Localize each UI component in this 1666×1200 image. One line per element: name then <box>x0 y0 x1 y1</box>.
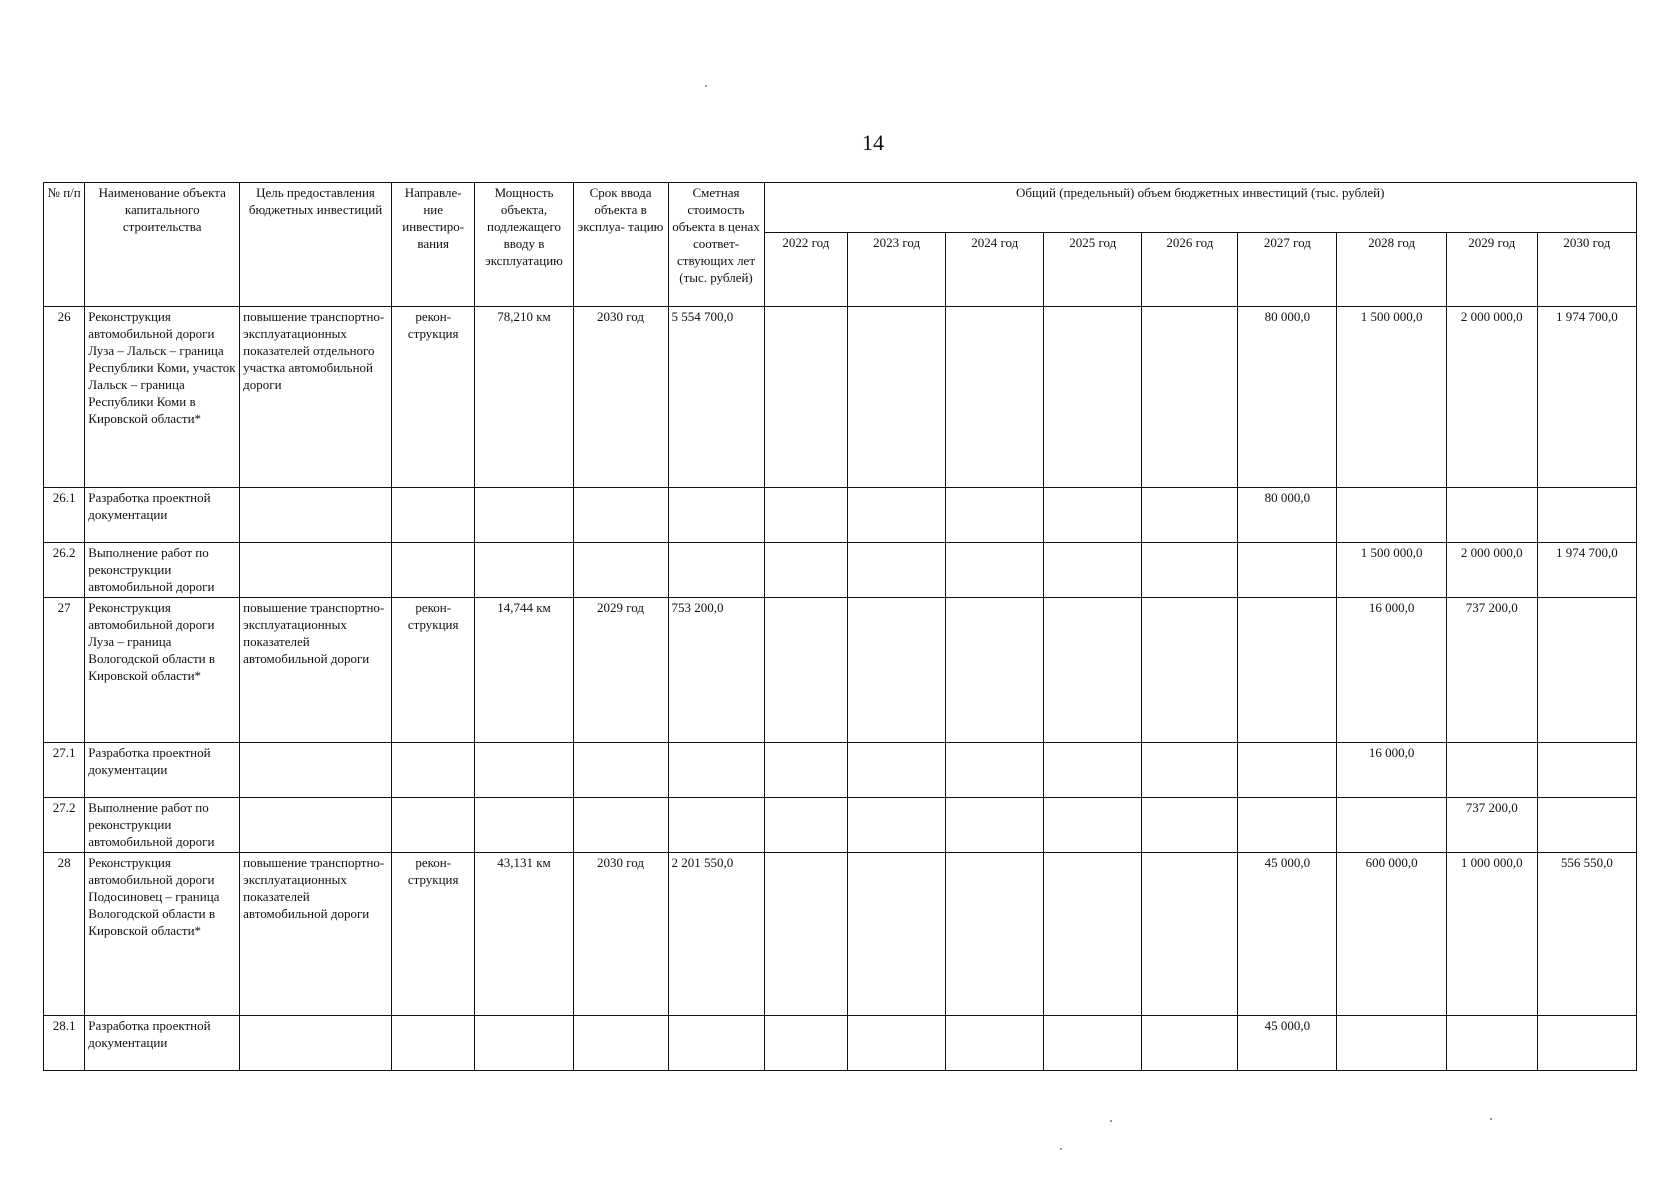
row-year-2030: 1 974 700,0 <box>1537 307 1636 488</box>
row-year-2029: 2 000 000,0 <box>1446 307 1537 488</box>
row-year-2029 <box>1446 488 1537 543</box>
row-year-2030 <box>1537 798 1636 853</box>
header-term: Срок ввода объекта в эксплуа- тацию <box>573 183 668 307</box>
row-year-2027 <box>1238 743 1337 798</box>
row-year-2030: 556 550,0 <box>1537 853 1636 1016</box>
row-direction: рекон-струкция <box>391 598 475 743</box>
row-year-2030 <box>1537 743 1636 798</box>
row-direction <box>391 798 475 853</box>
row-name: Разработка проектной документации <box>85 743 240 798</box>
row-year-2022 <box>764 488 848 543</box>
header-year: 2023 год <box>848 233 946 307</box>
row-year-2028 <box>1337 798 1446 853</box>
row-year-2024 <box>946 743 1044 798</box>
row-year-2028: 1 500 000,0 <box>1337 543 1446 598</box>
header-year: 2030 год <box>1537 233 1636 307</box>
row-year-2027: 80 000,0 <box>1238 307 1337 488</box>
row-name: Реконструкция автомобильной дороги Луза – граница Вологодской области в Кировской области* <box>85 598 240 743</box>
row-name: Выполнение работ по реконструкции автомобильной дороги <box>85 543 240 598</box>
row-capacity <box>475 1016 573 1071</box>
row-year-2028: 16 000,0 <box>1337 743 1446 798</box>
row-year-2024 <box>946 1016 1044 1071</box>
row-name: Реконструкция автомобильной дороги Луза – Лальск – граница Республики Коми, участок Лальск – граница Республики Коми в Кировской области* <box>85 307 240 488</box>
row-year-2028: 600 000,0 <box>1337 853 1446 1016</box>
row-term <box>573 543 668 598</box>
row-year-2023 <box>848 598 946 743</box>
table-row <box>44 598 1637 743</box>
table-row <box>44 1016 1637 1071</box>
row-year-2023 <box>848 743 946 798</box>
row-year-2023 <box>848 488 946 543</box>
table-row <box>44 743 1637 798</box>
row-year-2026 <box>1142 543 1238 598</box>
row-direction: рекон-струкция <box>391 853 475 1016</box>
page-number: 14 <box>862 130 884 155</box>
row-year-2022 <box>764 543 848 598</box>
row-year-2026 <box>1142 743 1238 798</box>
row-cost: 2 201 550,0 <box>668 853 764 1016</box>
row-cost <box>668 488 764 543</box>
row-term <box>573 743 668 798</box>
row-year-2025 <box>1044 853 1142 1016</box>
row-year-2026 <box>1142 1016 1238 1071</box>
row-year-2030: 1 974 700,0 <box>1537 543 1636 598</box>
header-year: 2028 год <box>1337 233 1446 307</box>
row-num: 27.2 <box>44 798 85 853</box>
row-year-2029 <box>1446 743 1537 798</box>
row-num: 27 <box>44 598 85 743</box>
row-year-2027: 45 000,0 <box>1238 1016 1337 1071</box>
row-goal <box>240 743 392 798</box>
row-year-2029: 737 200,0 <box>1446 798 1537 853</box>
row-year-2022 <box>764 743 848 798</box>
row-num: 28 <box>44 853 85 1016</box>
table-row <box>44 798 1637 853</box>
row-year-2030 <box>1537 488 1636 543</box>
row-year-2024 <box>946 488 1044 543</box>
row-year-2029: 2 000 000,0 <box>1446 543 1537 598</box>
row-goal <box>240 1016 392 1071</box>
row-goal: повышение транспортно-эксплуатационных показателей автомобильной дороги <box>240 853 392 1016</box>
header-goal: Цель предоставления бюджетных инвестиций <box>240 183 392 307</box>
row-year-2026 <box>1142 598 1238 743</box>
row-num: 27.1 <box>44 743 85 798</box>
row-year-2026 <box>1142 307 1238 488</box>
row-cost: 5 554 700,0 <box>668 307 764 488</box>
row-year-2027 <box>1238 598 1337 743</box>
header-capacity: Мощность объекта, подлежащего вводу в эксплуатацию <box>475 183 573 307</box>
row-year-2024 <box>946 543 1044 598</box>
header-year: 2025 год <box>1044 233 1142 307</box>
row-capacity <box>475 798 573 853</box>
row-year-2027: 45 000,0 <box>1238 853 1337 1016</box>
row-goal <box>240 488 392 543</box>
header-cost: Сметная стоимость объекта в ценах соответ- ствующих лет (тыс. рублей) <box>668 183 764 307</box>
row-year-2023 <box>848 543 946 598</box>
row-year-2028 <box>1337 1016 1446 1071</box>
row-year-2026 <box>1142 853 1238 1016</box>
row-direction: рекон-струкция <box>391 307 475 488</box>
row-num: 26.1 <box>44 488 85 543</box>
row-capacity <box>475 543 573 598</box>
row-year-2025 <box>1044 1016 1142 1071</box>
row-term: 2029 год <box>573 598 668 743</box>
row-year-2027: 80 000,0 <box>1238 488 1337 543</box>
row-year-2023 <box>848 798 946 853</box>
row-name: Реконструкция автомобильной дороги Подосиновец – граница Вологодской области в Кировской области* <box>85 853 240 1016</box>
row-term <box>573 798 668 853</box>
row-term <box>573 1016 668 1071</box>
row-direction <box>391 1016 475 1071</box>
row-year-2022 <box>764 1016 848 1071</box>
header-year: 2024 год <box>946 233 1044 307</box>
scan-speck <box>1110 1120 1112 1122</box>
row-year-2028: 1 500 000,0 <box>1337 307 1446 488</box>
row-year-2027 <box>1238 543 1337 598</box>
row-capacity <box>475 743 573 798</box>
row-term: 2030 год <box>573 853 668 1016</box>
row-year-2023 <box>848 853 946 1016</box>
row-cost <box>668 798 764 853</box>
row-capacity <box>475 488 573 543</box>
table-row <box>44 853 1637 1016</box>
row-year-2028 <box>1337 488 1446 543</box>
row-name: Разработка проектной документации <box>85 1016 240 1071</box>
row-year-2024 <box>946 798 1044 853</box>
row-year-2025 <box>1044 543 1142 598</box>
row-year-2025 <box>1044 307 1142 488</box>
row-capacity: 43,131 км <box>475 853 573 1016</box>
header-num: № п/п <box>44 183 85 307</box>
row-num: 26 <box>44 307 85 488</box>
scan-speck <box>705 85 707 87</box>
row-cost: 753 200,0 <box>668 598 764 743</box>
row-year-2030 <box>1537 1016 1636 1071</box>
row-name: Разработка проектной документации <box>85 488 240 543</box>
row-year-2029 <box>1446 1016 1537 1071</box>
budget-investment-table <box>43 182 1637 1071</box>
row-num: 26.2 <box>44 543 85 598</box>
row-year-2027 <box>1238 798 1337 853</box>
row-year-2024 <box>946 853 1044 1016</box>
header-year: 2027 год <box>1238 233 1337 307</box>
row-term: 2030 год <box>573 307 668 488</box>
header-year: 2026 год <box>1142 233 1238 307</box>
row-cost <box>668 743 764 798</box>
row-direction <box>391 743 475 798</box>
header-direction: Направле- ние инвестиро- вания <box>391 183 475 307</box>
row-year-2026 <box>1142 488 1238 543</box>
row-direction <box>391 543 475 598</box>
row-year-2022 <box>764 798 848 853</box>
row-year-2025 <box>1044 488 1142 543</box>
row-direction <box>391 488 475 543</box>
row-capacity: 14,744 км <box>475 598 573 743</box>
row-year-2025 <box>1044 743 1142 798</box>
row-goal: повышение транспортно-эксплуатационных показателей автомобильной дороги <box>240 598 392 743</box>
row-year-2030 <box>1537 598 1636 743</box>
row-goal <box>240 798 392 853</box>
row-cost <box>668 1016 764 1071</box>
row-goal: повышение транспортно-эксплуатационных показателей отдельного участка автомобильной дороги <box>240 307 392 488</box>
row-name: Выполнение работ по реконструкции автомобильной дороги <box>85 798 240 853</box>
table-row <box>44 543 1637 598</box>
row-year-2029: 1 000 000,0 <box>1446 853 1537 1016</box>
table-row <box>44 307 1637 488</box>
row-year-2022 <box>764 307 848 488</box>
row-num: 28.1 <box>44 1016 85 1071</box>
row-year-2026 <box>1142 798 1238 853</box>
row-year-2029: 737 200,0 <box>1446 598 1537 743</box>
row-year-2028: 16 000,0 <box>1337 598 1446 743</box>
row-term <box>573 488 668 543</box>
row-year-2024 <box>946 598 1044 743</box>
table-row <box>44 488 1637 543</box>
row-year-2023 <box>848 1016 946 1071</box>
scan-speck <box>1490 1118 1492 1120</box>
row-year-2022 <box>764 598 848 743</box>
header-year: 2029 год <box>1446 233 1537 307</box>
header-investment-group: Общий (предельный) объем бюджетных инвестиций (тыс. рублей) <box>764 183 1636 233</box>
row-year-2025 <box>1044 798 1142 853</box>
row-goal <box>240 543 392 598</box>
row-year-2023 <box>848 307 946 488</box>
row-year-2025 <box>1044 598 1142 743</box>
header-name: Наименование объекта капитального строительства <box>85 183 240 307</box>
header-year: 2022 год <box>764 233 848 307</box>
row-year-2024 <box>946 307 1044 488</box>
row-year-2022 <box>764 853 848 1016</box>
row-cost <box>668 543 764 598</box>
row-capacity: 78,210 км <box>475 307 573 488</box>
scan-speck <box>1060 1148 1062 1150</box>
header-row <box>44 183 1637 233</box>
